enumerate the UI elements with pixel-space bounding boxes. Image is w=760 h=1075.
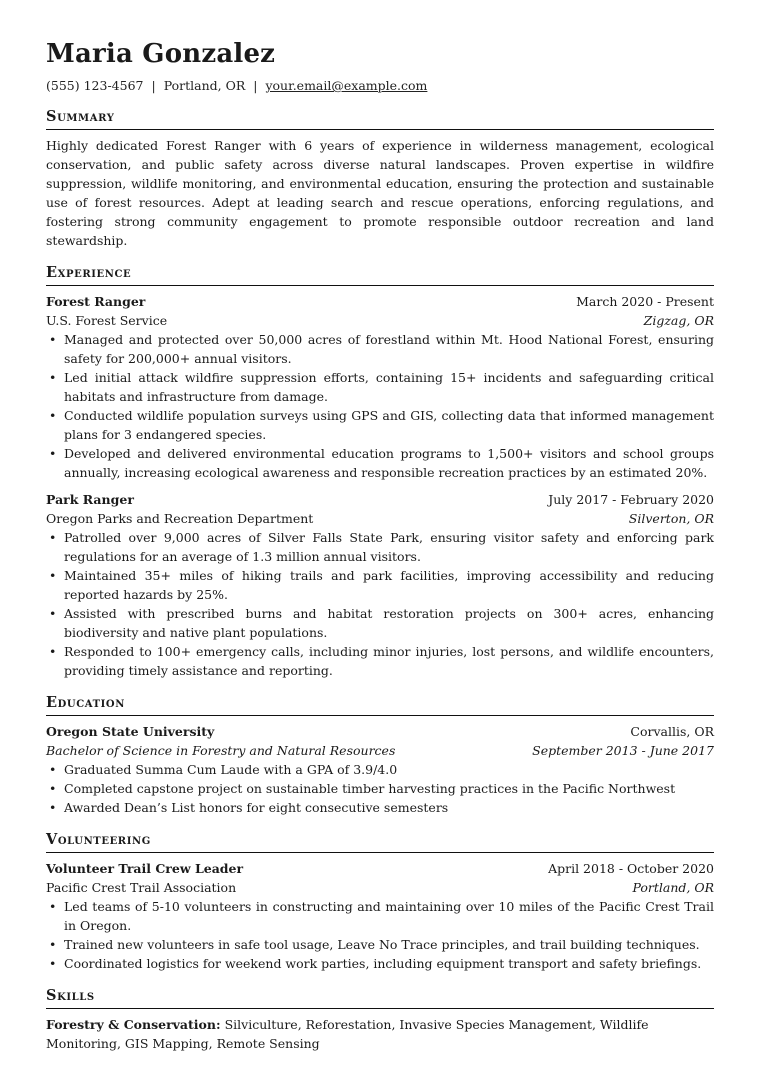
job-location: Silverton, OR (628, 511, 714, 526)
entry-subheader-row (46, 741, 714, 760)
job-dates: March 2020 - Present (576, 294, 714, 309)
bullet-item: • Led initial attack wildfire suppression efforts, containing 15+ incidents and safeguarding critical habitats and infrastructure from damage. (46, 368, 714, 406)
section-title-volunteering: Volunteering (46, 831, 714, 853)
volunteer-location: Portland, OR (632, 880, 714, 895)
entry-header-row (46, 490, 714, 509)
section-title-education: Education (46, 694, 714, 716)
entry-header-row (46, 722, 714, 741)
employer-name: U.S. Forest Service (46, 313, 168, 328)
experience-section (46, 264, 714, 680)
email-link[interactable]: your.email@example.com (265, 78, 428, 93)
degree-name: Bachelor of Science in Forestry and Natural Resources (46, 743, 396, 758)
skills-section (46, 987, 714, 1053)
entry-header-row (46, 859, 714, 878)
summary-text: Highly dedicated Forest Ranger with 6 years of experience in wilderness management, ecological conservation, and public safety across diverse natural landscapes. Proven expertise in wildfire suppression, wildlife monitoring, and environmental education, ensuring the protection and sustainable use of forest resources. Adept at leading search and rescue operations, enforcing regulations, and fostering strong community engagement to promote responsible outdoor recreation and land stewardship. (46, 138, 714, 248)
job-bullets (46, 528, 714, 680)
bullet-item: • Awarded Dean’s List honors for eight consecutive semesters (46, 798, 714, 817)
candidate-name: Maria Gonzalez (46, 39, 276, 69)
education-entry (46, 722, 714, 817)
bullet-item: • Coordinated logistics for weekend work parties, including equipment transport and safety briefings. (46, 954, 714, 973)
bullet-item: • Patrolled over 9,000 acres of Silver Falls State Park, ensuring visitor safety and enforcing park regulations for an average of 1.3 million annual visitors. (46, 528, 714, 566)
skills-category: Forestry & Conservation: (46, 1017, 221, 1032)
section-title-summary: Summary (46, 108, 714, 130)
bullet-item: • Maintained 35+ miles of hiking trails and park facilities, improving accessibility and reducing reported hazards by 25%. (46, 566, 714, 604)
experience-entry (46, 292, 714, 482)
bullet-item: • Responded to 100+ emergency calls, including minor injuries, lost persons, and wildlife encounters, providing timely assistance and reporting. (46, 642, 714, 680)
education-bullets (46, 760, 714, 817)
education-dates: September 2013 - June 2017 (532, 743, 714, 758)
volunteer-role: Volunteer Trail Crew Leader (46, 861, 244, 876)
volunteer-dates: April 2018 - October 2020 (548, 861, 714, 876)
employer-name: Oregon Parks and Recreation Department (46, 511, 314, 526)
section-title-skills: Skills (46, 987, 714, 1009)
contact-separator: | (151, 78, 156, 93)
job-title: Park Ranger (46, 492, 134, 507)
job-bullets (46, 330, 714, 482)
bullet-item: • Led teams of 5-10 volunteers in constructing and maintaining over 10 miles of the Pacific Crest Trail in Oregon. (46, 897, 714, 935)
experience-entry (46, 490, 714, 680)
bullet-item: • Completed capstone project on sustainable timber harvesting practices in the Pacific Northwest (46, 779, 714, 798)
job-location: Zigzag, OR (643, 313, 714, 328)
contact-line (46, 78, 714, 94)
location-text: Portland, OR (163, 78, 246, 93)
skills-items: Silviculture, Reforestation, Invasive Species Management, Wildlife Monitoring, GIS Mapping, Remote Sensing (46, 1017, 649, 1051)
school-location: Corvallis, OR (630, 724, 714, 739)
job-dates: July 2017 - February 2020 (548, 492, 714, 507)
bullet-item: • Assisted with prescribed burns and habitat restoration projects on 300+ acres, enhancing biodiversity and native plant populations. (46, 604, 714, 642)
section-title-experience: Experience (46, 264, 714, 286)
job-title: Forest Ranger (46, 294, 146, 309)
education-section (46, 694, 714, 817)
summary-section (46, 108, 714, 250)
bullet-item: • Conducted wildlife population surveys using GPS and GIS, collecting data that informed management plans for 3 endangered species. (46, 406, 714, 444)
entry-subheader-row (46, 311, 714, 330)
contact-separator: | (253, 78, 258, 93)
bullet-item: • Developed and delivered environmental education programs to 1,500+ visitors and school groups annually, increasing ecological awareness and responsible recreation practices by an estimated 20%. (46, 444, 714, 482)
volunteering-bullets (46, 897, 714, 973)
bullet-item: • Graduated Summa Cum Laude with a GPA of 3.9/4.0 (46, 760, 714, 779)
volunteering-entry (46, 859, 714, 973)
entry-subheader-row (46, 509, 714, 528)
bullet-item: • Managed and protected over 50,000 acres of forestland within Mt. Hood National Forest, ensuring safety for 200,000+ annual visitors. (46, 330, 714, 368)
school-name: Oregon State University (46, 724, 215, 739)
entry-header-row (46, 292, 714, 311)
entry-subheader-row (46, 878, 714, 897)
phone-number: (555) 123-4567 (46, 78, 144, 93)
volunteer-org: Pacific Crest Trail Association (46, 880, 237, 895)
volunteering-section (46, 831, 714, 973)
bullet-item: • Trained new volunteers in safe tool usage, Leave No Trace principles, and trail building techniques. (46, 935, 714, 954)
skills-line (46, 1015, 714, 1053)
resume-header (46, 38, 714, 94)
